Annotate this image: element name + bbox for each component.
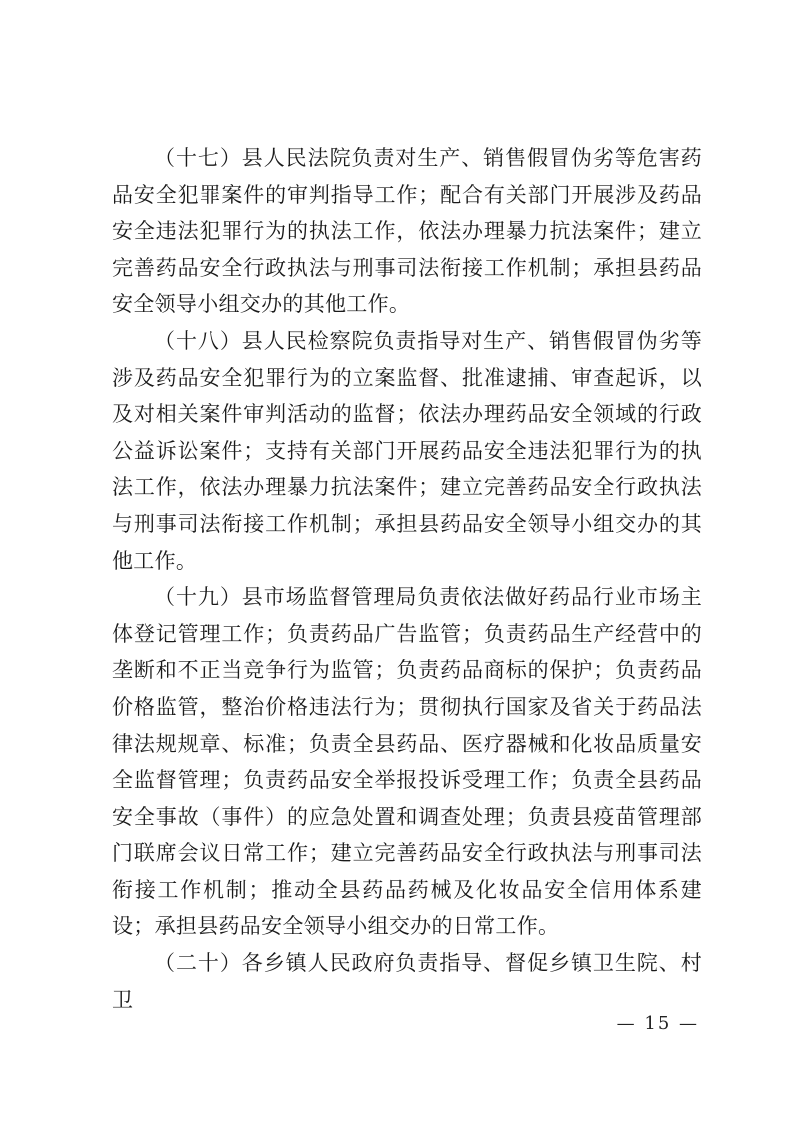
paragraph-17: （十七）县人民法院负责对生产、销售假冒伪劣等危害药品安全犯罪案件的审判指导工作；配合有关部门开展涉及药品安全违法犯罪行为的执法工作，依法办理暴力抗法案件；建立完善药品安全行政执法与刑事司法衔接工作机制；承担县药品安全领导小组交办的其他工作。 <box>112 146 702 317</box>
paragraph-18: （十八）县人民检察院负责指导对生产、销售假冒伪劣等涉及药品安全犯罪行为的立案监督、批准逮捕、审查起诉，以及对相关案件审判活动的监督；依法办理药品安全领域的行政公益诉讼案件；支持有关部门开展药品安全违法犯罪行为的执法工作，依法办理暴力抗法案件；建立完善药品安全行政执法与刑事司法衔接工作机制；承担县药品安全领导小组交办的其他工作。 <box>112 328 702 573</box>
paragraph-20: （二十）各乡镇人民政府负责指导、督促乡镇卫生院、村卫 <box>112 951 702 1012</box>
document-body <box>112 140 702 1018</box>
paragraph-19: （十九）县市场监督管理局负责依法做好药品行业市场主体登记管理工作；负责药品广告监管；负责药品生产经营中的垄断和不正当竞争行为监管；负责药品商标的保护；负责药品价格监管，整治价格违法行为；贯彻执行国家及省关于药品法律法规规章、标准；负责全县药品、医疗器械和化妆品质量安全监督管理；负责药品安全举报投诉受理工作；负责全县药品安全事故（事件）的应急处置和调查处理；负责县疫苗管理部门联席会议日常工作；建立完善药品安全行政执法与刑事司法衔接工作机制；推动全县药品药械及化妆品安全信用体系建设；承担县药品安全领导小组交办的日常工作。 <box>112 585 702 939</box>
page-number: — 15 — <box>616 1013 699 1034</box>
